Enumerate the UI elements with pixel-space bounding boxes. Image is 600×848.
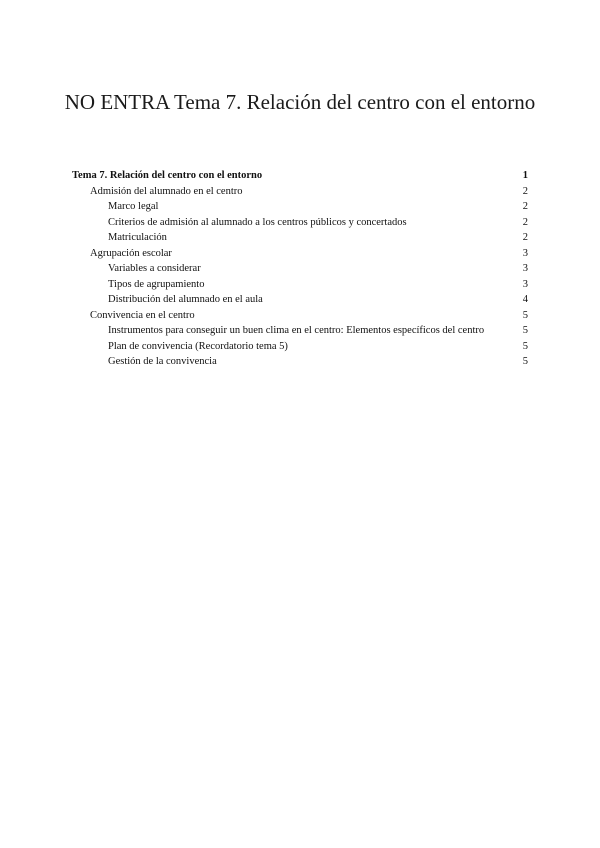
toc-entry-label: Variables a considerar	[108, 263, 201, 274]
toc-entry[interactable]	[72, 308, 528, 324]
document-title: NO ENTRA Tema 7. Relación del centro con el entorno	[64, 90, 536, 114]
toc-entry-label: Plan de convivencia (Recordatorio tema 5)	[108, 340, 288, 352]
toc-entry[interactable]	[72, 168, 528, 184]
toc-entry-page: 2	[522, 232, 528, 243]
toc-entry[interactable]	[72, 199, 528, 215]
toc-entry[interactable]	[72, 215, 528, 231]
toc-entry-label: Agrupación escolar	[90, 247, 172, 259]
toc-entry-label: Criterios de admisión al alumnado a los centros públicos y concertados	[108, 216, 407, 228]
toc-entry-page: 2	[522, 216, 528, 228]
toc-entry-label: Tema 7. Relación del centro con el entorno	[72, 170, 263, 181]
toc-entry[interactable]	[72, 323, 528, 339]
toc-entry-page: 3	[522, 247, 528, 259]
toc-entry-page: 3	[522, 278, 528, 290]
toc-entry[interactable]	[72, 184, 528, 200]
toc-entry-label: Admisión del alumnado en el centro	[90, 185, 243, 197]
toc-entry-label: Marco legal	[108, 201, 159, 212]
toc-entry-label: Instrumentos para conseguir un buen clima en el centro: Elementos específicos del centro	[108, 325, 485, 336]
toc-entry[interactable]	[72, 230, 528, 246]
toc-entry-label: Distribución del alumnado en el aula	[108, 294, 263, 305]
toc-entry-page: 4	[522, 294, 528, 305]
toc-entry-label: Gestión de la convivencia	[108, 356, 217, 367]
toc-entry[interactable]	[72, 292, 528, 308]
toc-entry-page: 5	[522, 340, 528, 352]
toc-entry[interactable]	[72, 354, 528, 370]
toc-entry[interactable]	[72, 261, 528, 277]
toc-entry-page: 5	[522, 325, 528, 336]
toc-entry-page: 5	[522, 356, 528, 367]
toc-entry[interactable]	[72, 277, 528, 293]
toc-entry-page: 1	[522, 170, 528, 181]
toc-entry[interactable]	[72, 246, 528, 262]
toc-entry[interactable]	[72, 339, 528, 355]
toc-entry-page: 3	[522, 263, 528, 274]
toc-entry-label: Matriculación	[108, 232, 167, 243]
toc-entry-page: 2	[522, 185, 528, 197]
toc-entry-label: Convivencia en el centro	[90, 309, 195, 321]
toc-entry-label: Tipos de agrupamiento	[108, 278, 205, 290]
table-of-contents	[72, 168, 528, 370]
toc-entry-page: 5	[522, 309, 528, 321]
toc-entry-page: 2	[522, 201, 528, 212]
